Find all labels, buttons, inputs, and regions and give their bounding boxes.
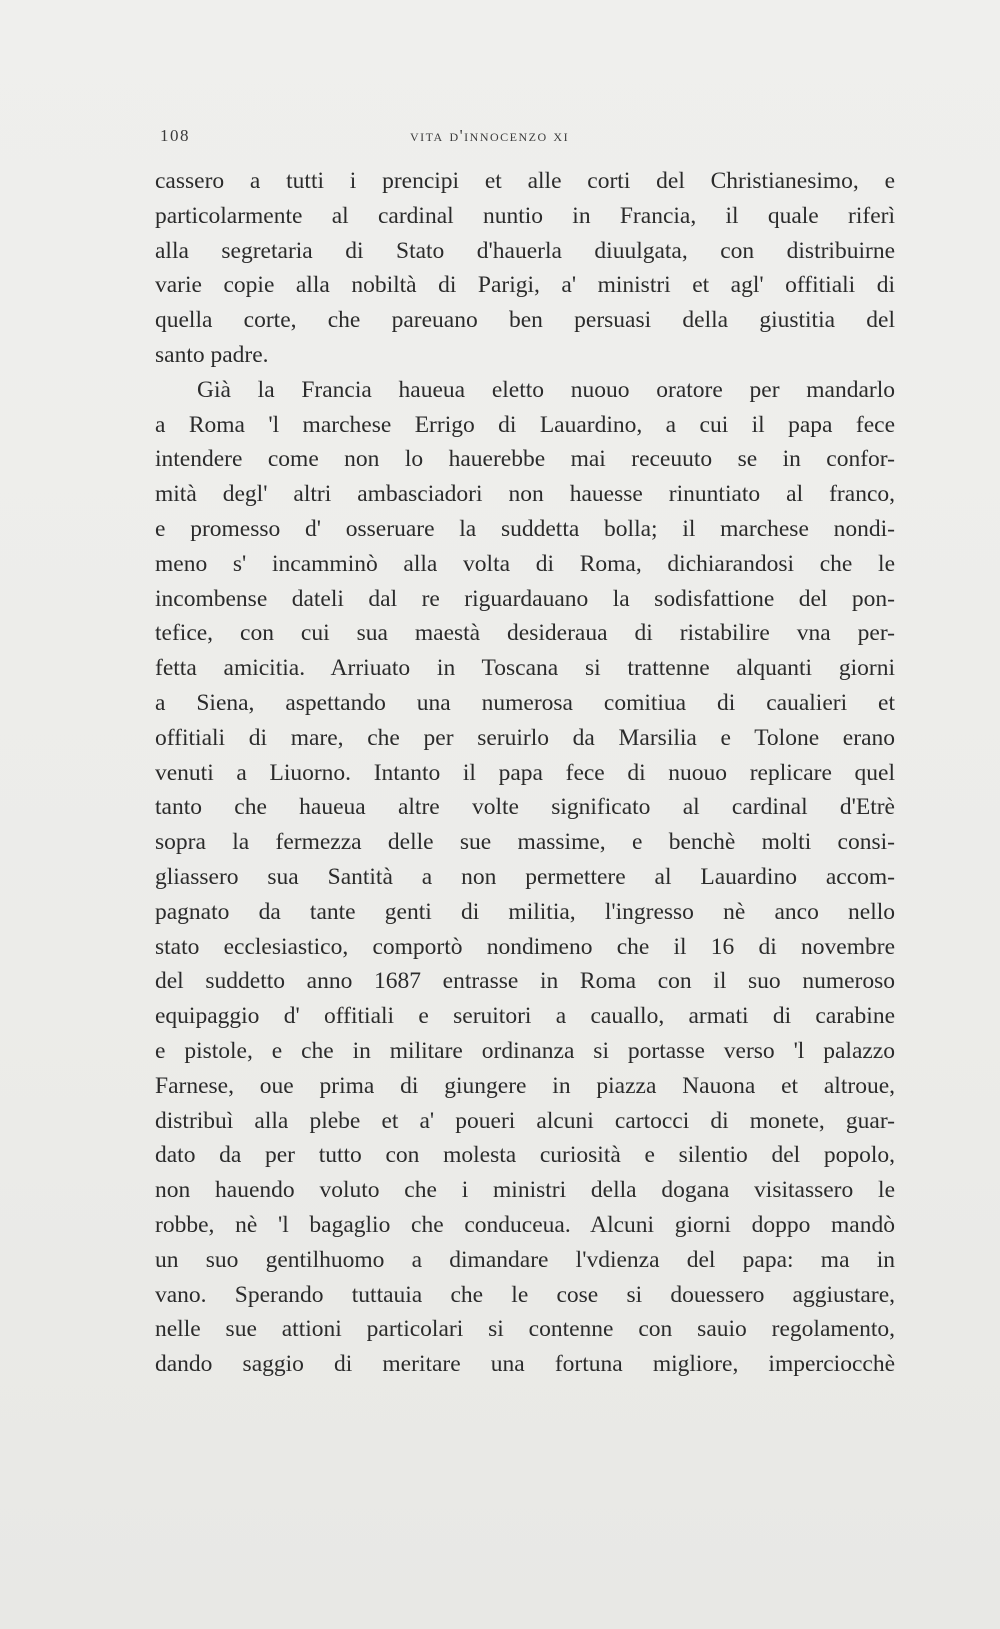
running-title: vita d'innocenzo xi (410, 126, 570, 145)
text-line: distribuì alla plebe et a' poueri alcuni cartocci di monete, guar- (155, 1107, 895, 1134)
text-line: quella corte, che pareuano ben persuasi della giustitia del (155, 307, 895, 334)
text-line: venuti a Liuorno. Intanto il papa fece di nuouo replicare quel (155, 759, 895, 786)
text-line: Farnese, oue prima di giungere in piazza Nauona et altroue, (155, 1072, 895, 1099)
text-line: particolarmente al cardinal nuntio in Francia, il quale riferì (155, 202, 895, 229)
text-line: incombense dateli dal re riguardauano la sodisfattione del pon- (155, 585, 895, 612)
body-text (155, 164, 895, 1382)
text-line: e promesso d' osseruare la suddetta bolla; il marchese nondi- (155, 515, 895, 542)
text-line: robbe, nè 'l bagaglio che conduceua. Alcuni giorni doppo mandò (155, 1211, 895, 1238)
page-number: 108 (160, 126, 190, 145)
text-line: un suo gentilhuomo a dimandare l'vdienza del papa: ma in (155, 1246, 895, 1273)
text-line: nelle sue attioni particolari si contenne con sauio regolamento, (155, 1316, 895, 1343)
text-line: dato da per tutto con molesta curiosità e silentio del popolo, (155, 1142, 895, 1169)
text-line: Già la Francia haueua eletto nuouo oratore per mandarlo (197, 376, 895, 403)
text-line: offitiali di mare, che per seruirlo da Marsilia e Tolone erano (155, 724, 895, 751)
text-line: santo padre. (155, 341, 269, 368)
text-line: fetta amicitia. Arriuato in Toscana si trattenne alquanti giorni (155, 655, 895, 682)
text-line: varie copie alla nobiltà di Parigi, a' ministri et agl' offitiali di (155, 272, 895, 299)
text-line: cassero a tutti i prencipi et alle corti del Christianesimo, e (155, 168, 895, 194)
text-line: a Roma 'l marchese Errigo di Lauardino, a cui il papa fece (155, 411, 895, 438)
text-line: tanto che haueua altre volte significato al cardinal d'Etrè (155, 794, 895, 821)
text-line: del suddetto anno 1687 entrasse in Roma con il suo numeroso (155, 968, 895, 995)
text-line: tefice, con cui sua maestà desideraua di ristabilire vna per- (155, 620, 895, 647)
text-line: sopra la fermezza delle sue massime, e benchè molti consi- (155, 829, 895, 856)
text-line: equipaggio d' offitiali e seruitori a cauallo, armati di carabine (155, 1003, 895, 1030)
text-line: dando saggio di meritare una fortuna migliore, imperciocchè (155, 1351, 895, 1378)
text-line: pagnato da tante genti di militia, l'ingresso nè anco nello (155, 898, 895, 925)
text-line: intendere come non lo hauerebbe mai receuuto se in confor- (155, 446, 895, 473)
text-line: non hauendo voluto che i ministri della dogana visitassero le (155, 1177, 895, 1204)
text-line: meno s' incamminò alla volta di Roma, dichiarandosi che le (155, 550, 895, 577)
text-line: stato ecclesiastico, comportò nondimeno che il 16 di novembre (155, 933, 895, 960)
text-line: gliassero sua Santità a non permettere al Lauardino accom- (155, 863, 895, 890)
text-line: mità degl' altri ambasciadori non hauesse rinuntiato al franco, (155, 481, 895, 508)
text-line: e pistole, e che in militare ordinanza si portasse verso 'l palazzo (155, 1037, 895, 1064)
text-line: vano. Sperando tuttauia che le cose si douessero aggiustare, (155, 1281, 895, 1308)
text-line: alla segretaria di Stato d'hauerla diuulgata, con distribuirne (155, 237, 895, 264)
text-line: a Siena, aspettando una numerosa comitiua di caualieri et (155, 689, 895, 716)
running-head (160, 126, 900, 156)
